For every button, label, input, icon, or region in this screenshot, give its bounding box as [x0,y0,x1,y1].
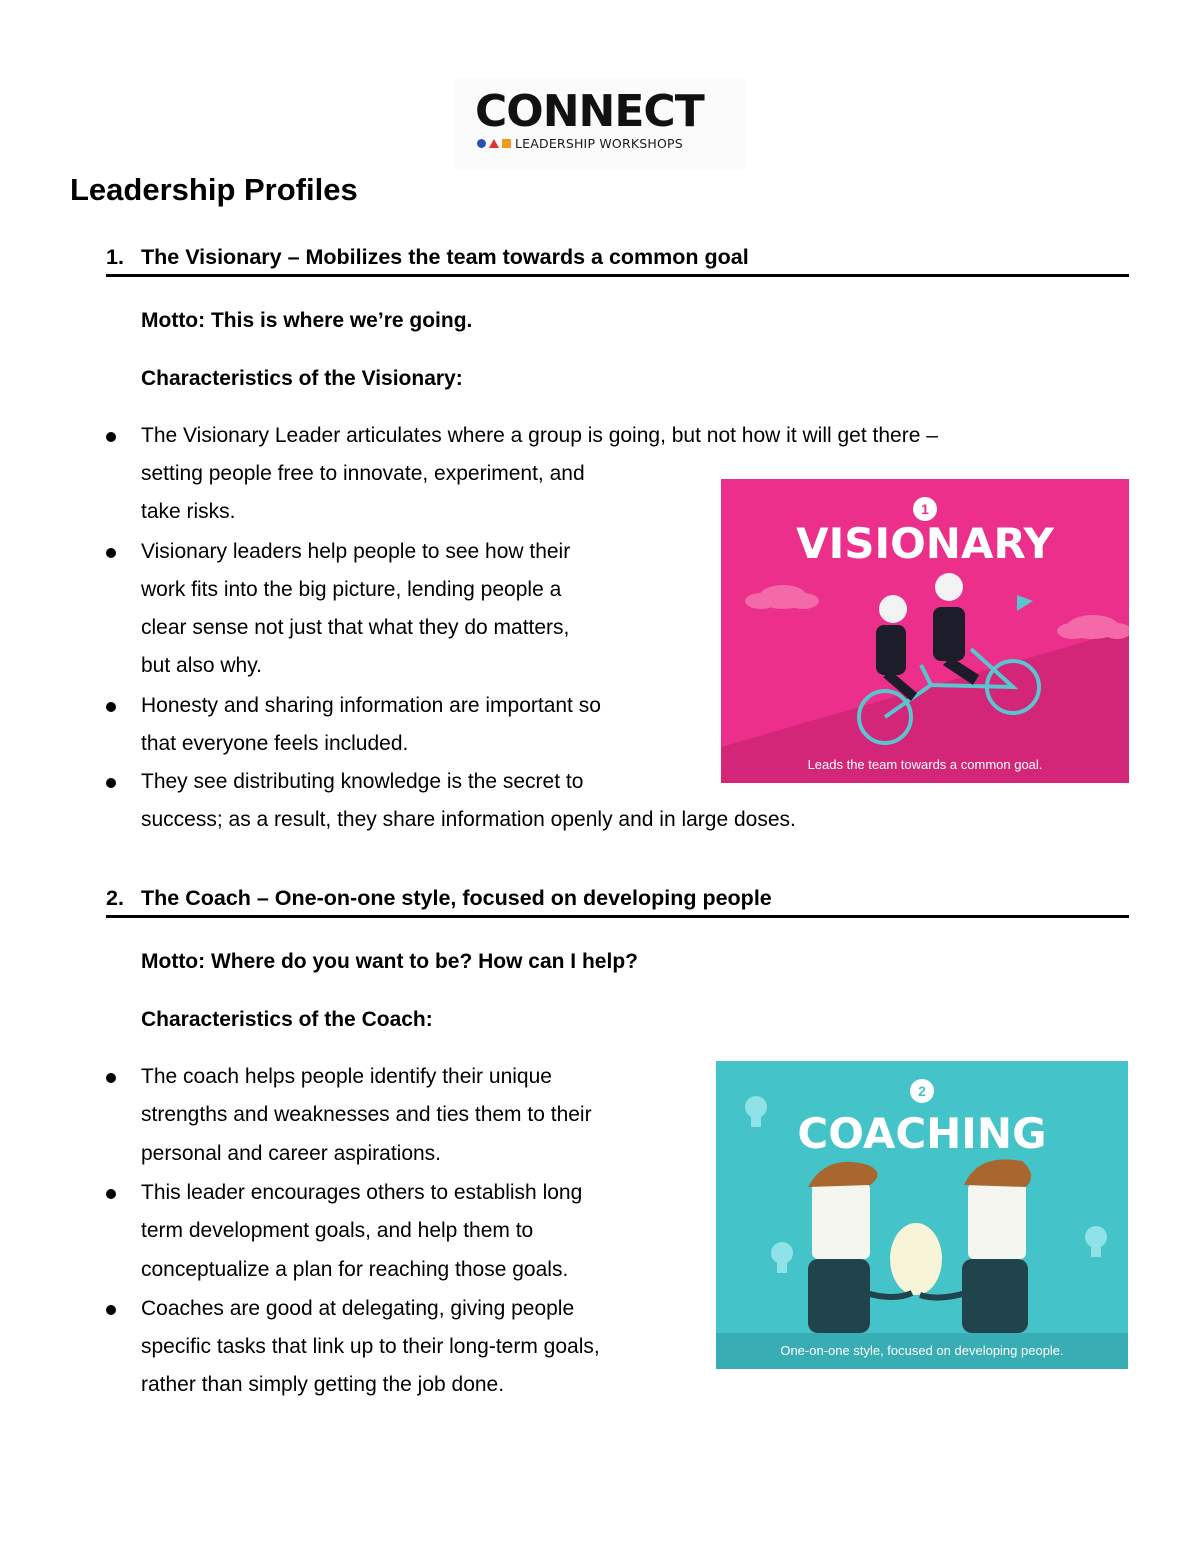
visionary-illustration [721,479,1129,783]
bullet-icon [106,778,116,788]
list-item-continuation: term development goals, and help them to [141,1219,534,1242]
list-item-continuation: rather than simply getting the job done. [141,1373,505,1396]
list-item: The Visionary Leader articulates where a group is going, but not how it will get there – [141,424,938,447]
list-item-continuation: take risks. [141,500,236,523]
characteristics-title: Characteristics of the Coach: [141,1008,433,1031]
bullet-icon [106,1305,116,1315]
list-item-continuation: conceptualize a plan for reaching those goals. [141,1258,569,1281]
bullet-icon [106,1073,116,1083]
motto: Motto: This is where we’re going. [141,309,473,332]
list-item-continuation: that everyone feels included. [141,732,409,755]
section-divider [106,915,1129,918]
section-badge: 1 [913,497,937,521]
coaching-illustration [716,1061,1128,1369]
section-badge: 2 [910,1079,934,1103]
list-item-continuation: but also why. [141,654,263,677]
list-item: This leader encourages others to establish long [141,1181,583,1204]
bullet-icon [106,432,116,442]
illustration-title: COACHING [797,1109,1047,1158]
list-item: Coaches are good at delegating, giving people [141,1297,575,1320]
logo-subtitle: LEADERSHIP WORKSHOPS [515,136,683,151]
list-item-continuation: work fits into the big picture, lending people a [141,578,562,601]
section-divider [106,274,1129,277]
logo-shapes-icon [477,139,511,148]
bullet-icon [106,702,116,712]
list-item: Honesty and sharing information are important so [141,694,601,717]
bullet-icon [106,548,116,558]
section-heading-text: The Visionary – Mobilizes the team towards a common goal [141,245,749,269]
logo-wordmark: CONNECT [475,86,704,137]
bullet-icon [106,1189,116,1199]
characteristics-title: Characteristics of the Visionary: [141,367,463,390]
list-item-continuation: strengths and weaknesses and ties them to their [141,1103,592,1126]
list-item-continuation: clear sense not just that what they do matters, [141,616,570,639]
list-item: The coach helps people identify their unique [141,1065,552,1088]
coaching-people-icon [716,1061,1128,1369]
page-title: Leadership Profiles [70,172,358,207]
section-heading-text: The Coach – One-on-one style, focused on developing people [141,886,772,910]
list-item-continuation: personal and career aspirations. [141,1142,442,1165]
list-item-continuation: setting people free to innovate, experiment, and [141,462,585,485]
illustration-caption: One-on-one style, focused on developing people. [716,1333,1128,1369]
section-heading-visionary [106,245,749,270]
connect-logo [455,78,745,170]
section-number: 2. [106,886,124,910]
list-item-continuation: success; as a result, they share information openly and in large doses. [141,808,796,831]
section-number: 1. [106,245,124,269]
illustration-title: VISIONARY [796,519,1054,568]
list-item-continuation: specific tasks that link up to their long-term goals, [141,1335,600,1358]
motto: Motto: Where do you want to be? How can I help? [141,950,638,973]
list-item: They see distributing knowledge is the secret to [141,770,584,793]
section-heading-coach [106,886,772,911]
list-item: Visionary leaders help people to see how their [141,540,571,563]
illustration-caption: Leads the team towards a common goal. [721,747,1129,783]
